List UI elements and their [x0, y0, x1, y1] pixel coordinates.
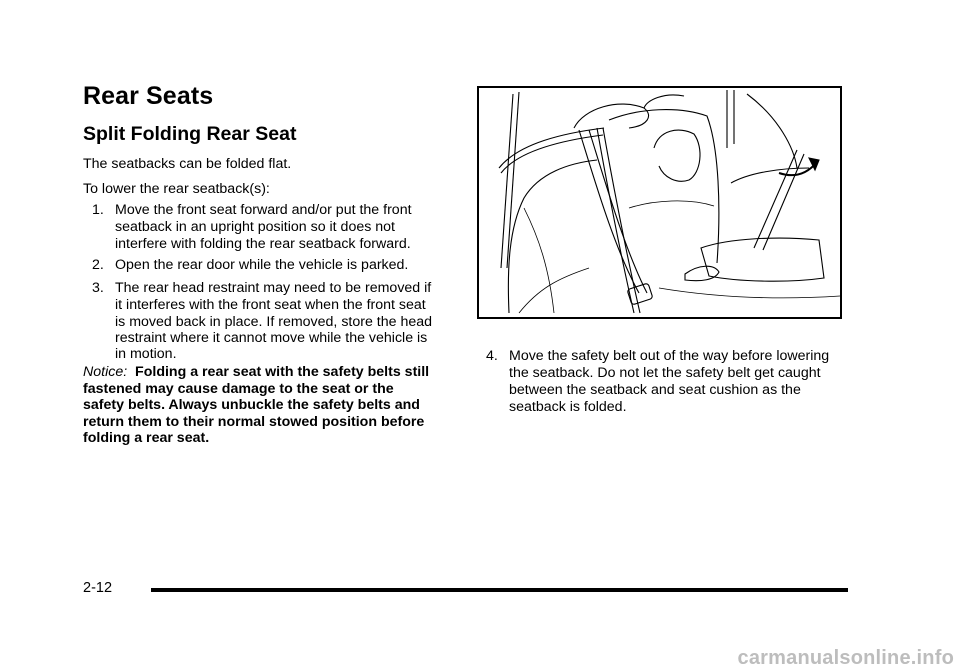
step-number: 3.: [92, 280, 104, 296]
section-heading: Split Folding Rear Seat: [83, 123, 297, 145]
step-line: The rear head restraint may need to be removed if: [115, 280, 432, 296]
page-number: 2-12: [83, 580, 113, 596]
watermark: carmanualsonline.info: [737, 647, 954, 669]
seat-drawing: [479, 88, 840, 317]
footer-rule: [151, 588, 848, 592]
page-title: Rear Seats: [83, 82, 214, 110]
notice-line: folding a rear seat.: [83, 430, 210, 446]
step-line: Move the front seat forward and/or put the front: [115, 202, 412, 218]
step-1: [92, 202, 462, 254]
notice-block: [83, 364, 453, 447]
step-line: in motion.: [115, 346, 177, 362]
step-2: [92, 257, 462, 275]
notice-line: fastened may cause damage to the seat or the: [83, 380, 394, 397]
lower-instructions-label: To lower the rear seatback(s):: [83, 181, 270, 197]
step-line: Move the safety belt out of the way before lowering: [509, 348, 830, 364]
step-line: seatback is folded.: [509, 399, 627, 415]
step-line: seatback in an upright position so it does not: [115, 219, 395, 235]
step-number: 4.: [486, 348, 498, 364]
notice-label: Notice:: [83, 364, 128, 380]
rear-seat-illustration: [477, 86, 842, 319]
step-line: interfere with folding the rear seatback forward.: [115, 236, 411, 252]
intro-text: The seatbacks can be folded flat.: [83, 156, 292, 172]
step-line: restraint where it cannot move while the vehicle is: [115, 330, 428, 346]
notice-line: return them to their normal stowed position before: [83, 413, 425, 430]
step-line: the seatback. Do not let the safety belt get caught: [509, 365, 821, 381]
step-number: 1.: [92, 202, 104, 218]
step-line: Open the rear door while the vehicle is parked.: [115, 257, 409, 273]
step-line: between the seatback and seat cushion as the: [509, 382, 801, 398]
step-number: 2.: [92, 257, 104, 273]
notice-line: safety belts. Always unbuckle the safety belts and: [83, 397, 420, 413]
notice-line: Folding a rear seat with the safety belts still: [135, 364, 430, 380]
step-4: [486, 348, 856, 418]
step-line: is moved back in place. If removed, store the head: [115, 314, 433, 330]
step-3: [92, 280, 462, 366]
step-line: it interferes with the front seat when the front seat: [115, 297, 426, 313]
